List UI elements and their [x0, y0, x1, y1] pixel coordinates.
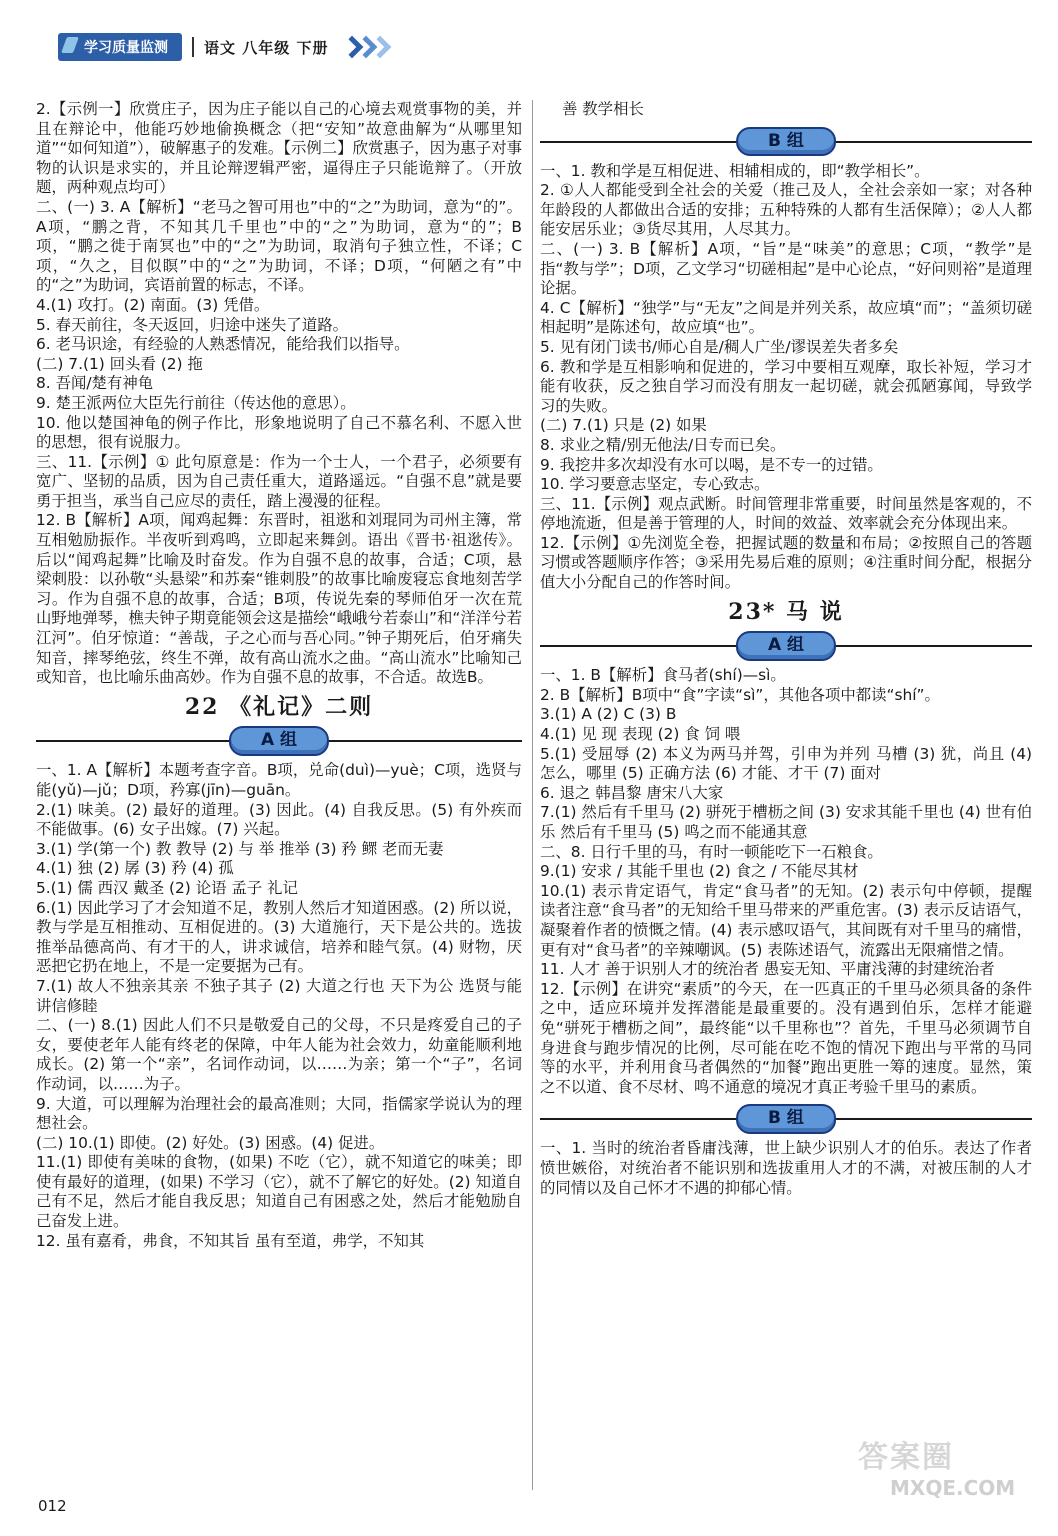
- answer-item: 一、1. B【解析】食马者(shí)—sì。: [540, 666, 786, 685]
- answer-item: 3.(1) A (2) C (3) B: [540, 705, 677, 724]
- answer-item: 4.(1) 独 (2) 孱 (3) 矜 (4) 孤: [36, 859, 234, 878]
- answer-item: 8. 求业之精/别无他法/日专而已矣。: [540, 435, 786, 454]
- answer-item: 5. 春天前往，冬天返回，归途中迷失了道路。: [36, 315, 348, 334]
- answer-item: 10. 学习要意志坚定，专心致志。: [540, 475, 770, 494]
- group-a-header: [540, 630, 1032, 660]
- answer-item: 3.(1) 学(第一个) 教 教导 (2) 与 举 推举 (3) 矜 鳏 老而无妻: [36, 839, 444, 858]
- book-subtitle: 语文 八年级 下册: [204, 38, 329, 57]
- answer-item: 12.【示例】①先浏览全卷，把握试题的数量和布局；②按照自己的答题习惯或答题顺序作答；③采用先易后难的原则；④注重时间分配，根据分值大小分配自己的作答时间。: [540, 533, 1032, 592]
- watermark-site: MXQE.COM: [890, 1476, 1016, 1500]
- answer-item: 8. 吾闻/楚有神龟: [36, 374, 154, 393]
- page-header: [58, 32, 388, 62]
- answer-item: 一、1. 教和学是互相促进、相辅相成的，即“教学相长”。: [540, 161, 930, 180]
- answer-item: 2. B【解析】B项中“食”字读“sì”，其他各项中都读“shí”。: [540, 685, 940, 704]
- answer-item: 二、(一) 8.(1) 因此人们不只是敬爱自己的父母，不只是疼爱自己的子女，要使老年人能有终老的保障，中年人能为社会效力，幼童能顺利地成长。(2) 第一个“亲”，名词作动词，以……为亲；第一个“子”，名词作动词，以……为子。: [36, 1016, 522, 1093]
- answer-item: 6.(1) 因此学习了才会知道不足，教别人然后才知道困惑。(2) 所以说，教与学是互相推动、互相促进的。(3) 大道施行，天下是公共的。选拔推举品德高尚、有才干的人，讲求诚信，培养和睦气氛。(4) 财物，厌恶把它扔在地上，不是一定要据为己有。: [36, 898, 522, 976]
- group-a-badge: A 组: [736, 631, 836, 661]
- answer-item: 10.(1) 表示肯定语气，肯定“食马者”的无知。(2) 表示句中停顿，提醒读者注意“食马者”的无知给千里马带来的严重危害。(3) 表示反诘语气，凝聚着作者的愤慨之情。(4) 表示感叹语气，其间既有对千里马的痛惜，更有对“食马者”的辛辣嘲讽。(5) 表陈述语气，流露出无限痛惜之情。: [540, 881, 1032, 959]
- group-b-header: [540, 1103, 1032, 1133]
- answer-item: 2. ①人人都能受到全社会的关爱（推己及人，全社会亲如一家；对各种年龄段的人都做出合适的安排；五种特殊的人都有生活保障）；②人人都能安居乐业；③货尽其用，人尽其力。: [540, 181, 1032, 239]
- answer-item: 2.【示例一】欣赏庄子，因为庄子能以自己的心境去观赏事物的美，并且在辩论中，他能巧妙地偷换概念（把“安知”故意曲解为“从哪里知道”“如何知道”），破解惠子的发难。【示例二】欣赏惠子，因为惠子对事物的认识是求实的，并且论辩逻辑严密，逼得庄子只能诡辩了。（开放题，两种观点均可）: [36, 100, 522, 197]
- answer-continuation: 善 教学相长: [562, 100, 644, 118]
- answer-item: (二) 7.(1) 只是 (2) 如果: [540, 416, 707, 435]
- answer-item: 一、1. A【解析】本题考查字音。B项，兑命(duì)—yuè；C项，选贤与能(yǔ)—jǔ；D项，矜寡(jīn)—guān。: [36, 761, 522, 799]
- answer-item: 4. C【解析】“独学”与“无友”之间是并列关系，故应填“而”；“盖须切磋相起明”是陈述句，故应填“也”。: [540, 298, 1032, 337]
- answer-item: 二、(一) 3. B【解析】A项，“旨”是“味美”的意思；C项，“教学”是指“教与学”；D项，乙文学习“切磋相起”是中心论点，“好问则裕”是道理论据。: [540, 239, 1032, 298]
- answer-item: 7.(1) 故人不独亲其亲 不独子其子 (2) 大道之行也 天下为公 选贤与能 讲信修睦: [36, 976, 522, 1015]
- answer-item: 6. 退之 韩昌黎 唐宋八大家: [540, 783, 724, 802]
- answer-item: (二) 10.(1) 即使。(2) 好处。(3) 困惑。(4) 促进。: [36, 1133, 385, 1152]
- answer-item: 6. 教和学是互相影响和促进的，学习中要相互观摩，取长补短，学习才能有收获，反之独自学习而没有朋友一起切磋，就会孤陋寡闻，导致学习的失败。: [540, 357, 1032, 415]
- answer-item: 2.(1) 味美。(2) 最好的道理。(3) 因此。(4) 自我反思。(5) 有外疾而不能做事。(6) 女子出嫁。(7) 兴起。: [36, 800, 522, 839]
- arrows-icon: [346, 39, 388, 55]
- answer-item: 6. 老马识途，有经验的人熟悉情况，能给我们以指导。: [36, 335, 410, 354]
- answer-item: 9. 大道，可以理解为治理社会的最高准则；大同，指儒家学说认为的理想社会。: [36, 1094, 522, 1133]
- answer-item: 二、8. 日行千里的马，有时一顿能吃下一石粮食。: [540, 842, 883, 861]
- answer-item: 11. 人才 善于识别人才的统治者 愚妄无知、平庸浅薄的封建统治者: [540, 960, 995, 979]
- answer-item: 一、1. 当时的统治者昏庸浅薄，世上缺少识别人才的伯乐。表达了作者愤世嫉俗，对统治者不能识别和选拔重用人才的不满，对被压制的人才的同情以及自己怀才不遇的抑郁心情。: [540, 1139, 1032, 1197]
- group-b-badge: B 组: [736, 1104, 836, 1134]
- answer-item: 4.(1) 见 现 表现 (2) 食 饲 喂: [540, 725, 741, 744]
- series-badge: 学习质量监测: [58, 33, 182, 61]
- answer-item: 5. 见有闭门读书/师心自是/稠人广坐/谬误差失者多矣: [540, 337, 899, 356]
- answer-item: 12.【示例】在讲究“素质”的今天，在一匹真正的千里马必须具备的条件之中，适应环境并发挥潜能是最重要的。没有遇到伯乐，怎样才能避免“骈死于槽枥之间”，最终能“以千里称也”？首先，千里马必须调节自身进食与跑步情况的比例，尽可能在吃不饱的情况下跑出与平常的马同等的水平，并利用食马者偶然的“加餐”跑出更胜一筹的速度。显然，策之不以道、食不尽材、鸣不通意的境况才真正考验千里马的素质。: [540, 979, 1032, 1096]
- answer-item: 三、11.【示例】① 此句原意是：作为一个士人，一个君子，必须要有宽广、坚韧的品质，因为自己责任重大，道路遥远。“自强不息”就是要勇于担当，承当自己应尽的责任，踏上漫漫的征程。: [36, 452, 522, 510]
- answer-item: 11.(1) 即使有美味的食物，(如果) 不吃（它），就不知道它的味美；即使有最好的道理，(如果) 不学习（它），就不了解它的好处。(2) 知道自己有不足，然后才能自我反思；知道自己有困惑之处，然后才能勉励自己奋发上进。: [36, 1153, 522, 1231]
- answer-item: 9. 楚王派两位大臣先行前往（传达他的意思）。: [36, 393, 356, 412]
- page-number: 012: [38, 1497, 67, 1515]
- watermark-logo: 答案圈: [858, 1440, 954, 1475]
- answer-item: 5.(1) 儒 西汉 戴圣 (2) 论语 孟子 礼记: [36, 878, 298, 897]
- answer-item: 三、11.【示例】观点武断。时间管理非常重要，时间虽然是客观的，不停地流逝，但是善于管理的人，时间的效益、效率就会充分体现出来。: [540, 494, 1032, 533]
- right-column: [540, 100, 1032, 1198]
- header-separator: [192, 37, 194, 57]
- group-a-header: [36, 725, 522, 755]
- group-b-badge: B 组: [736, 127, 836, 157]
- section-title-22: 22 《礼记》二则: [184, 693, 374, 720]
- left-column: [36, 100, 522, 1251]
- answer-item: 12. B【解析】A项，闻鸡起舞：东晋时，祖逖和刘琨同为司州主簿，常互相勉励振作。半夜听到鸡鸣，立即起来舞剑。语出《晋书·祖逖传》。后以“闻鸡起舞”比喻及时奋发。作为自强不息的故事，合适；C项，悬梁刺股：以孙敬“头悬梁”和苏秦“锥刺股”的故事比喻废寝忘食地刻苦学习。作为自强不息的故事，合适；B项，传说先秦的琴师伯牙一次在荒山野地弹琴，樵夫钟子期竟能领会这是描绘“峨峨兮若泰山”和“洋洋兮若江河”。伯牙惊道：“善哉，子之心而与吾心同。”钟子期死后，伯牙痛失知音，摔琴绝弦，终生不弹，故有高山流水之曲。“高山流水”比喻知己或知音，也比喻乐曲高妙。作为自强不息的故事，不合适。故选B。: [36, 511, 522, 687]
- answer-item: 9.(1) 安求 / 其能千里也 (2) 食之 / 不能尽其材: [540, 862, 859, 881]
- group-b-header: [540, 126, 1032, 156]
- answer-item: 9. 我挖井多次却没有水可以喝，是不专一的过错。: [540, 455, 883, 474]
- group-a-badge: A 组: [229, 726, 329, 756]
- answer-item: 12. 虽有嘉肴，弗食，不知其旨 虽有至道，弗学，不知其: [36, 1231, 425, 1250]
- answer-item: (二) 7.(1) 回头看 (2) 拖: [36, 354, 203, 373]
- answer-item: 10. 他以楚国神龟的例子作比，形象地说明了自己不慕名利、不愿入世的思想，很有说服力。: [36, 413, 522, 452]
- answer-item: 4.(1) 攻打。(2) 南面。(3) 凭借。: [36, 295, 270, 314]
- answer-item: 5.(1) 受屈辱 (2) 本义为两马并驾，引申为并列 马槽 (3) 犹，尚且 (4) 怎么，哪里 (5) 正确方法 (6) 才能、才干 (7) 面对: [540, 744, 1032, 783]
- column-divider: [532, 100, 533, 1490]
- section-title-23: 23* 马 说: [728, 598, 844, 625]
- answer-item: 7.(1) 然后有千里马 (2) 骈死于槽枥之间 (3) 安求其能千里也 (4) 世有伯乐 然后有千里马 (5) 鸣之而不能通其意: [540, 803, 1032, 841]
- answer-item: 二、(一) 3. A【解析】“老马之智可用也”中的“之”为助词，意为“的”。A项，“鹏之背，不知其几千里也”中的“之”为助词，意为“的”；B项，“鹏之徙于南冥也”中的“之”为助词，取消句子独立性，不译；C项，“久之，目似瞑”中的“之”为助词，不译；D项，“何陋之有”中的“之”为助词，宾语前置的标志，不译。: [36, 197, 522, 295]
